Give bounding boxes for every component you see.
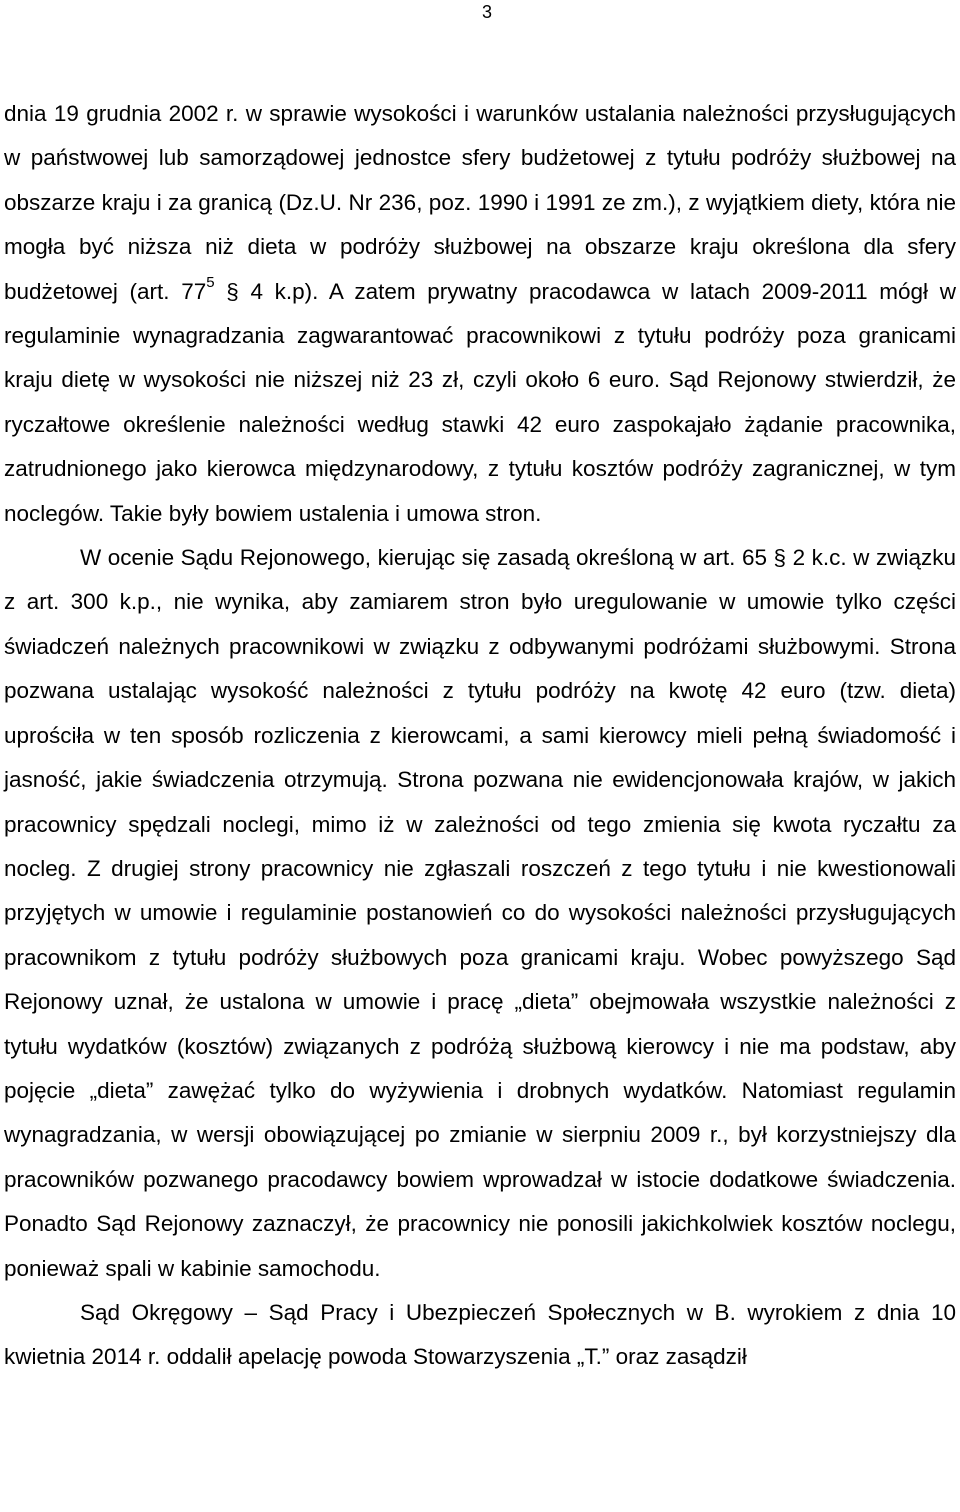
body-text: [4, 92, 956, 1380]
paragraph-2-text: W ocenie Sądu Rejonowego, kierując się zasadą określoną w art. 65 § 2 k.c. w związku z art. 300 k.p., nie wynika, aby zamiarem stron było uregulowanie w umowie tylko części świadczeń należnych pracownikowi w związku z odbywanymi podróżami służbowymi. Strona pozwana ustalając wysokość należności z tytułu podróży na kwotę 42 euro (tzw. dieta) uprościła w ten sposób rozliczenia z kierowcami, a sami kierowcy mieli pełną świadomość i jasność, jakie świadczenia otrzymują. Strona pozwana nie ewidencjonowała krajów, w jakich pracownicy spędzali noclegi, mimo iż w zależności od tego zmienia się kwota ryczałtu za nocleg. Z drugiej strony pracownicy nie zgłaszali roszczeń z tego tytułu i nie kwestionowali przyjętych w umowie i regulaminie postanowień co do wysokości należności przysługujących pracownikom z tytułu podróży służbowych poza granicami kraju. Wobec powyższego Sąd Rejonowy uznał, że ustalona w umowie i pracę „dieta” obejmowała wszystkie należności z tytułu wydatków (kosztów) związanych z podróżą służbową kierowcy i nie ma podstaw, aby pojęcie „dieta” zawężać tylko do wyżywienia i drobnych wydatków. Natomiast regulamin wynagradzania, w wersji obowiązującej po zmianie w sierpniu 2009 r., był korzystniejszy dla pracowników pozwanego pracodawcy bowiem wprowadzał w istocie dodatkowe świadczenia. Ponadto Sąd Rejonowy zaznaczył, że pracownicy nie ponosili jakichkolwiek kosztów noclegu, ponieważ spali w kabinie samochodu.: [4, 545, 956, 1281]
paragraph-3: [4, 1291, 956, 1380]
paragraph-1: [4, 92, 956, 536]
superscript-5: 5: [206, 273, 215, 291]
paragraph-3-text: Sąd Okręgowy – Sąd Pracy i Ubezpieczeń Społecznych w B. wyrokiem z dnia 10 kwietnia 2014 r. oddalił apelację powoda Stowarzyszenia „T.” oraz zasądził: [4, 1299, 956, 1370]
paragraph-1-text: dnia 19 grudnia 2002 r. w sprawie wysokości i warunków ustalania należności przysługujących w państwowej lub samorządowej jednostce sfery budżetowej z tytułu podróży służbowej na obszarze kraju i za granicą (Dz.U. Nr 236, poz. 1990 i 1991 ze zm.), z wyjątkiem diety, która nie mogła być niższa niż dieta w podróży służbowej na obszarze kraju określona dla sfery budżetowej (art. 77: [4, 101, 956, 304]
paragraph-1-text-cont: § 4 k.p). A zatem prywatny pracodawca w latach 2009-2011 mógł w regulaminie wynagradzania zagwarantować pracownikowi z tytułu podróży poza granicami kraju dietę w wysokości nie niższej niż 23 zł, czyli około 6 euro. Sąd Rejonowy stwierdził, że ryczałtowe określenie należności według stawki 42 euro zaspokajało żądanie pracownika, zatrudnionego jako kierowca międzynarodowy, z tytułu kosztów podróży zagranicznej, w tym noclegów. Takie były bowiem ustalenia i umowa stron.: [4, 278, 956, 526]
paragraph-2: [4, 536, 956, 1291]
page-number: 3: [481, 2, 492, 22]
